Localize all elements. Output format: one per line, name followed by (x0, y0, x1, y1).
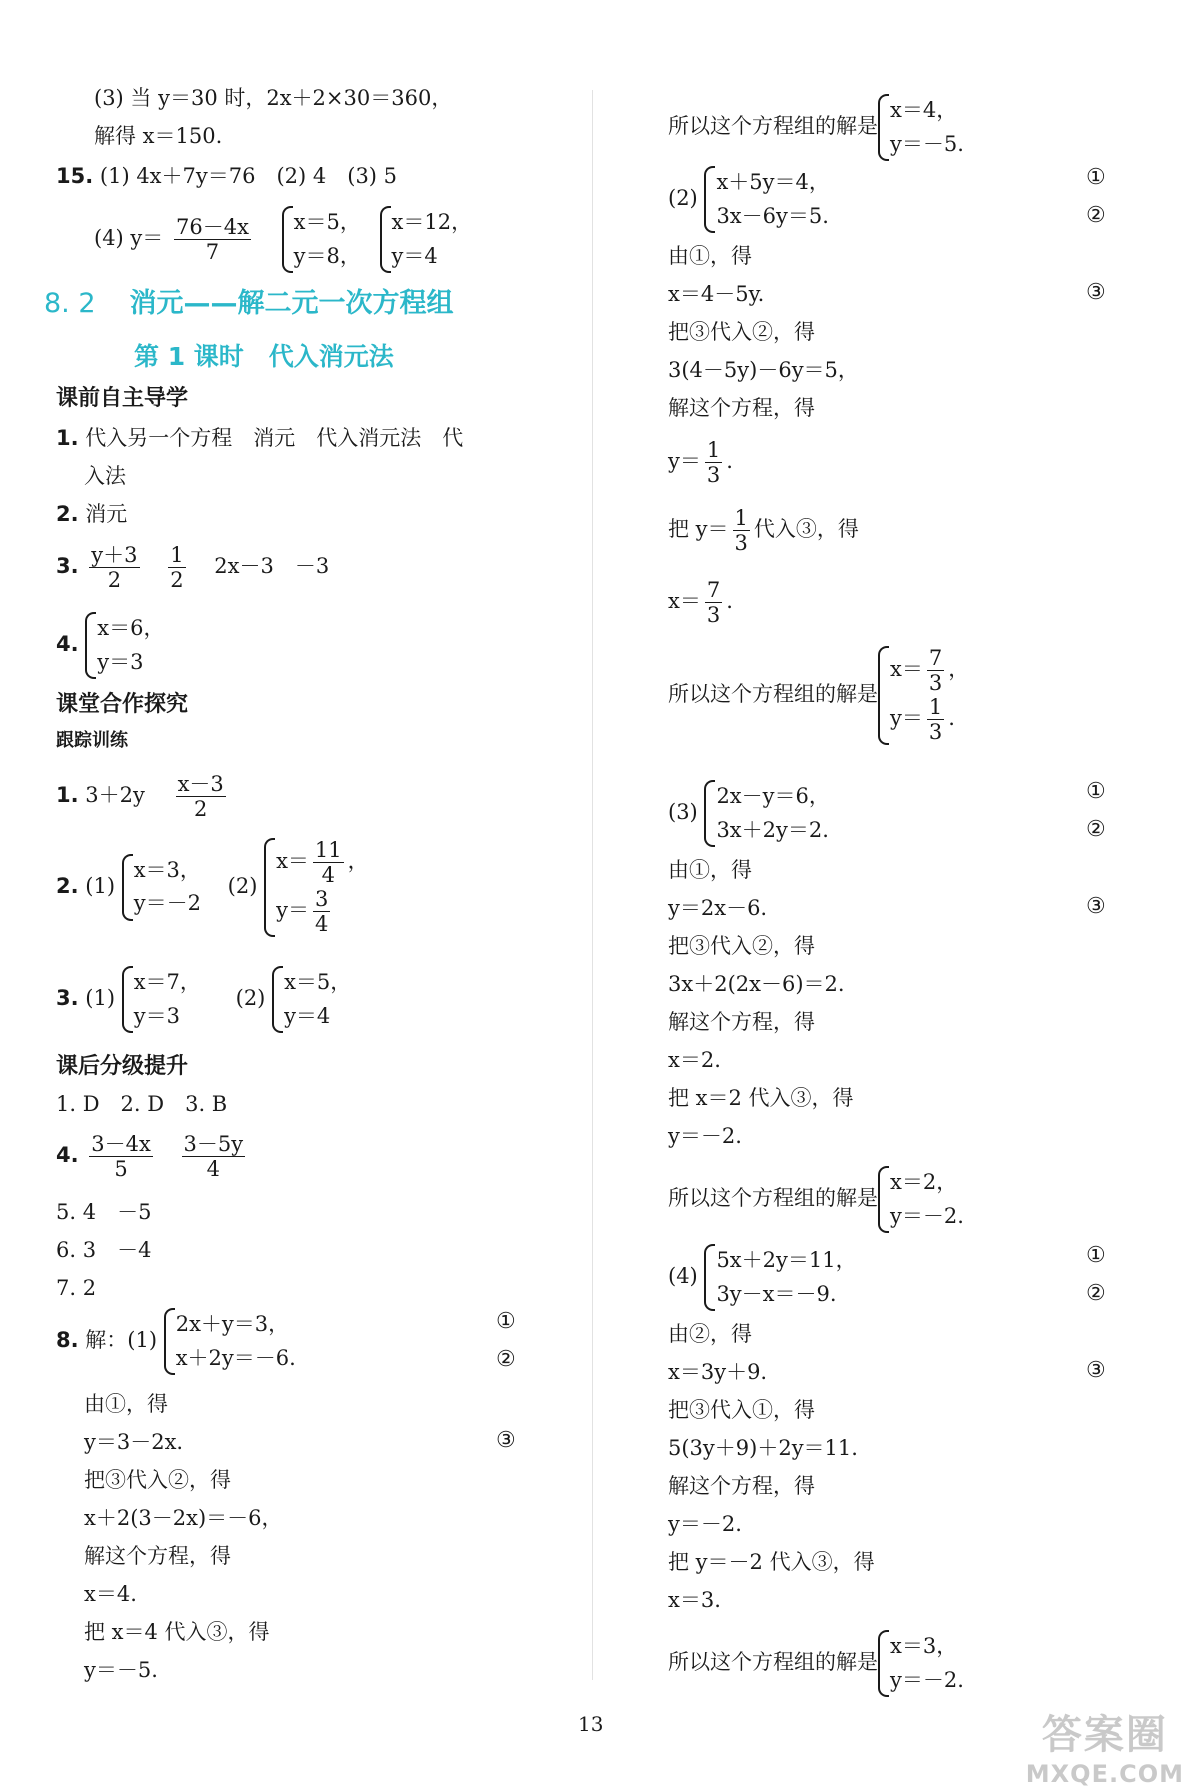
practice-3-s2-row1: x＝5， (284, 970, 352, 994)
q4-step-5: 解这个方程，得 (668, 1474, 815, 1498)
practice-item-3-number: 3. (56, 986, 79, 1011)
q4-eq2: 3y－x＝－9. (716, 1281, 837, 1306)
after-8-step-3: 把③代入②，得 (84, 1468, 231, 1492)
q3-label: (3) (668, 800, 698, 825)
q3-sol-row1: x＝2， (890, 1170, 958, 1194)
circled-1-left: ① (496, 1309, 516, 1334)
watermark-site: MXQE.COM (1025, 1760, 1184, 1788)
watermark-logo: 答案圈 (1041, 1712, 1168, 1758)
q15-system-2-row2: y＝4 (391, 243, 438, 268)
heading-practice: 跟踪训练 (56, 730, 128, 751)
after-8-step-4: x＋2(3－2x)＝－6， (84, 1506, 283, 1530)
q15-fraction-numerator: 76－4x (175, 214, 249, 239)
preview-4-row2: y＝3 (97, 649, 144, 674)
q4-step-1: 由②，得 (668, 1322, 752, 1346)
after-item-4-fraction-2 (182, 1132, 246, 1181)
q3-step-4: 3x＋2(2x－6)＝2. (668, 972, 845, 996)
q2-y-den: 3 (706, 463, 721, 488)
q4-step-2: x＝3y＋9. (668, 1360, 768, 1384)
q2-sol-y-den: 3 (928, 720, 943, 745)
q15-system-2-row1: x＝12， (391, 210, 473, 234)
after-item-7: 7. 2 (56, 1276, 97, 1300)
q2-sol-row2: y＝ $\frac{1}{3}$ . (890, 695, 955, 745)
q1-solution (668, 94, 964, 161)
practice-item-1-text: 3＋2y (85, 783, 145, 808)
q4-step-3: 把③代入①，得 (668, 1398, 815, 1422)
q3-system (668, 780, 830, 847)
q2-y-frac (705, 438, 722, 487)
q4-label: (4) (668, 1264, 698, 1289)
preview-item-4-system (85, 612, 164, 679)
q4-step-7: 把 y＝－2 代入③，得 (668, 1550, 875, 1574)
practice-2-s2-r2-den: 4 (314, 912, 329, 937)
q15-system-1-row1: x＝5， (293, 210, 361, 234)
q15-system-2 (380, 206, 473, 273)
q2-y-value: y＝ $\frac{1}{3}$ . (668, 438, 733, 488)
practice-2-s1-row1: x＝3， (133, 857, 201, 882)
preview-item-2 (56, 504, 127, 525)
after-8-row2: x＋2y＝－6. (175, 1345, 296, 1370)
q2-sub-prefix: 把 y＝ (668, 517, 729, 542)
preview-item-3-rest: 2x－3 －3 (214, 554, 330, 579)
q4-sol-row1: x＝3， (890, 1634, 958, 1658)
practice-item-3-label-2: (2) (235, 986, 266, 1011)
q4-eq1: 5x＋2y＝11， (716, 1248, 857, 1272)
q3-equations (704, 780, 829, 847)
q2-y-prefix: y＝ (668, 449, 701, 474)
q2-sol-y-frac (927, 695, 944, 744)
q3-step-2: y＝2x－6. (668, 896, 768, 920)
q2-solution-system (878, 646, 969, 745)
after-8-step-6: x＝4. (84, 1582, 137, 1606)
circled-2-q2: ② (1086, 203, 1106, 228)
q2-eq1: x＋5y＝4， (716, 170, 830, 194)
q2-sol-x-num: 7 (928, 646, 943, 670)
preview-3-f2-den: 2 (170, 568, 184, 593)
after-item-4-number: 4. (56, 1143, 79, 1168)
q2-sub-num: 1 (734, 506, 748, 530)
practice-2-s2-row1: x＝ $\frac{11}{4}$ ， (276, 838, 369, 888)
section-number: 8. 2 (44, 288, 96, 319)
q2-sub-suffix: 代入③，得 (753, 517, 859, 542)
practice-item-2 (56, 838, 369, 937)
practice-2-s2-row1-frac (313, 838, 344, 887)
practice-2-s1-row2: y＝－2 (133, 891, 201, 916)
after-4-f1-den: 5 (114, 1157, 128, 1182)
q2-x-value: x＝ $\frac{7}{3}$ . (668, 578, 733, 628)
q4-step-8: x＝3. (668, 1588, 721, 1612)
q3-step-1: 由①，得 (668, 858, 752, 882)
preview-item-3 (56, 543, 329, 592)
after-item-1-3: 1. D 2. D 3. B (56, 1092, 228, 1116)
q2-system (668, 166, 830, 233)
preview-item-1 (56, 428, 463, 449)
q4-solution-label: 所以这个方程组的解是 (668, 1650, 878, 1675)
preview-3-f2-num: 1 (170, 543, 184, 567)
q3-step-5: 解这个方程，得 (668, 1010, 815, 1034)
after-8-row1: 2x＋y＝3， (175, 1312, 290, 1336)
practice-item-3 (56, 966, 351, 1033)
left-line-2: 解得 x＝150. (94, 124, 223, 148)
q4-solution-system (878, 1630, 964, 1697)
after-item-5: 5. 4 －5 (56, 1200, 152, 1224)
practice-item-2-number: 2. (56, 873, 79, 898)
practice-item-3-system-1 (122, 966, 201, 1033)
q15-part4 (94, 206, 472, 273)
q2-equations (704, 166, 829, 233)
q4-sol-row2: y＝－2. (890, 1667, 964, 1692)
q1-solution-system (878, 94, 964, 161)
practice-item-2-system-1 (122, 854, 201, 921)
preview-item-3-fraction-2 (168, 543, 185, 592)
q1-solution-label: 所以这个方程组的解是 (668, 114, 878, 139)
practice-item-1-fraction (176, 772, 226, 821)
after-8-step-2: y＝3－2x. (84, 1430, 184, 1454)
q2-x-num: 7 (706, 578, 721, 602)
practice-2-s2-row1-prefix: x＝ (276, 849, 309, 874)
after-8-step-1: 由①，得 (84, 1392, 168, 1416)
practice-2-s2-row2-prefix: y＝ (276, 898, 309, 923)
q1-sol-row1: x＝4， (890, 98, 958, 122)
left-line-1: (3) 当 y＝30 时，2x＋2×30＝360， (94, 86, 453, 110)
q3-sol-row2: y＝－2. (890, 1203, 964, 1228)
preview-item-3-number: 3. (56, 554, 79, 579)
preview-item-4 (56, 612, 165, 679)
q15-part1 (56, 166, 397, 187)
practice-2-s2-row2-frac (313, 887, 330, 936)
practice-item-1 (56, 772, 230, 821)
q2-sol-x-prefix: x＝ (890, 657, 923, 682)
q15-system-1 (282, 206, 361, 273)
practice-item-2-system-2 (264, 838, 369, 937)
section-name: 消元——解二元一次方程组 (129, 288, 454, 319)
q3-eq1: 2x－y＝6， (716, 784, 830, 808)
q2-y-num: 1 (706, 438, 721, 462)
practice-item-1-number: 1. (56, 783, 79, 808)
practice-2-s2-row2 (276, 887, 369, 936)
preview-item-2-number: 2. (56, 502, 79, 526)
q2-step-5: 解这个方程，得 (668, 396, 815, 420)
q15-fraction-denominator: 7 (205, 240, 220, 265)
q2-substitute (668, 506, 859, 555)
q2-sub-frac (733, 506, 750, 555)
q2-sol-x-frac (927, 646, 944, 695)
q15-part4-prefix: (4) y＝ (94, 226, 164, 251)
q2-x-frac (705, 578, 722, 627)
q15-answers: (1) 4x＋7y＝76 (2) 4 (3) 5 (99, 164, 398, 188)
page-number: 13 (578, 1712, 604, 1736)
practice-item-3-system-2 (272, 966, 351, 1033)
after-item-8-number: 8. (56, 1328, 79, 1353)
q3-eq2: 3x＋2y＝2. (716, 817, 829, 842)
practice-2-s2-r2-num: 3 (314, 887, 329, 912)
circled-2-left: ② (496, 1347, 516, 1372)
circled-2-q3: ② (1086, 817, 1106, 842)
q4-system (668, 1244, 857, 1311)
after-item-4-fraction-1 (89, 1132, 153, 1181)
q2-solution-label: 所以这个方程组的解是 (668, 681, 878, 706)
practice-item-2-label-1: (1) (85, 873, 116, 898)
preview-item-1-cont: 入法 (84, 464, 126, 488)
q3-step-3: 把③代入②，得 (668, 934, 815, 958)
q1-sol-row2: y＝－5. (890, 131, 964, 156)
after-4-f2-num: 3－5y (183, 1132, 244, 1156)
after-8-step-7: 把 x＝4 代入③，得 (84, 1620, 270, 1644)
q2-step-1: 由①，得 (668, 244, 752, 268)
q2-step-4: 3(4－5y)－6y＝5， (668, 358, 859, 382)
practice-3-s1-row1: x＝7， (133, 970, 201, 994)
watermark (1026, 1703, 1184, 1788)
preview-item-4-number: 4. (56, 632, 79, 657)
after-item-4 (56, 1132, 249, 1181)
preview-3-f1-den: 2 (107, 568, 122, 593)
q3-solution (668, 1166, 964, 1233)
practice-2-s2-r1-num: 11 (314, 838, 342, 862)
q15-system-1-row2: y＝8， (293, 243, 361, 268)
practice-1-num: x－3 (177, 772, 224, 796)
circled-1-q3: ① (1086, 779, 1106, 804)
circled-3-q3: ③ (1086, 894, 1106, 919)
q2-step-3: 把③代入②，得 (668, 320, 815, 344)
after-4-f2-den: 4 (206, 1157, 221, 1182)
circled-1-q4: ① (1086, 1243, 1106, 1268)
q3-step-6: x＝2. (668, 1048, 721, 1072)
q2-eq2: 3x－6y＝5. (716, 203, 829, 228)
practice-1-den: 2 (193, 797, 208, 822)
preview-3-f1-num: y＋3 (91, 543, 138, 567)
heading-preview: 课前自主导学 (56, 386, 189, 411)
circled-1-q2: ① (1086, 165, 1106, 190)
after-item-8-system (164, 1308, 296, 1375)
q3-step-7: 把 x＝2 代入③，得 (668, 1086, 854, 1110)
q4-solution (668, 1630, 964, 1697)
q3-step-8: y＝－2. (668, 1124, 742, 1148)
circled-3-q2: ③ (1086, 280, 1106, 305)
column-divider (592, 90, 593, 1680)
q2-sol-x-den: 3 (928, 671, 943, 696)
q2-label: (2) (668, 186, 698, 211)
preview-item-1-number: 1. (56, 426, 79, 450)
q4-step-4: 5(3y＋9)＋2y＝11. (668, 1436, 858, 1460)
practice-3-s2-row2: y＝4 (284, 1003, 331, 1028)
q2-x-den: 3 (706, 603, 721, 628)
section-title (44, 290, 454, 317)
preview-item-3-fraction-1 (89, 543, 139, 592)
lesson-title: 第 1 课时 代入消元法 (134, 342, 394, 371)
circled-3-left: ③ (496, 1428, 516, 1453)
practice-item-3-label-1: (1) (85, 986, 116, 1011)
heading-after: 课后分级提升 (56, 1054, 189, 1079)
after-4-f1-num: 3－4x (91, 1132, 151, 1156)
q4-equations (704, 1244, 856, 1311)
after-item-8 (56, 1308, 296, 1375)
q2-x-prefix: x＝ (668, 589, 701, 614)
circled-2-q4: ② (1086, 1281, 1106, 1306)
practice-item-2-label-2: (2) (227, 873, 258, 898)
after-8-step-8: y＝－5. (84, 1658, 158, 1682)
q3-solution-system (878, 1166, 964, 1233)
after-item-6: 6. 3 －4 (56, 1238, 152, 1262)
q2-solution (668, 646, 969, 745)
heading-explore: 课堂合作探究 (56, 692, 189, 717)
q3-solution-label: 所以这个方程组的解是 (668, 1186, 878, 1211)
q2-sub-den: 3 (734, 531, 748, 556)
q15-fraction (174, 215, 251, 264)
preview-4-row1: x＝6， (97, 616, 165, 640)
practice-3-s1-row2: y＝3 (133, 1003, 180, 1028)
circled-3-q4: ③ (1086, 1358, 1106, 1383)
preview-item-2-text: 消元 (85, 502, 128, 526)
after-item-8-prefix: 解：(1) (85, 1328, 158, 1353)
q15-number: 15. (56, 164, 94, 188)
q2-sol-row1: x＝ $\frac{7}{3}$ ， (890, 646, 970, 696)
q2-step-2: x＝4－5y. (668, 282, 765, 306)
q2-sol-y-prefix: y＝ (890, 706, 923, 731)
preview-item-1-text: 代入另一个方程 消元 代入消元法 代 (85, 426, 464, 450)
practice-2-s2-r1-den: 4 (321, 863, 335, 888)
after-8-step-5: 解这个方程，得 (84, 1544, 231, 1568)
q2-sol-y-num: 1 (928, 695, 943, 720)
q4-step-6: y＝－2. (668, 1512, 742, 1536)
